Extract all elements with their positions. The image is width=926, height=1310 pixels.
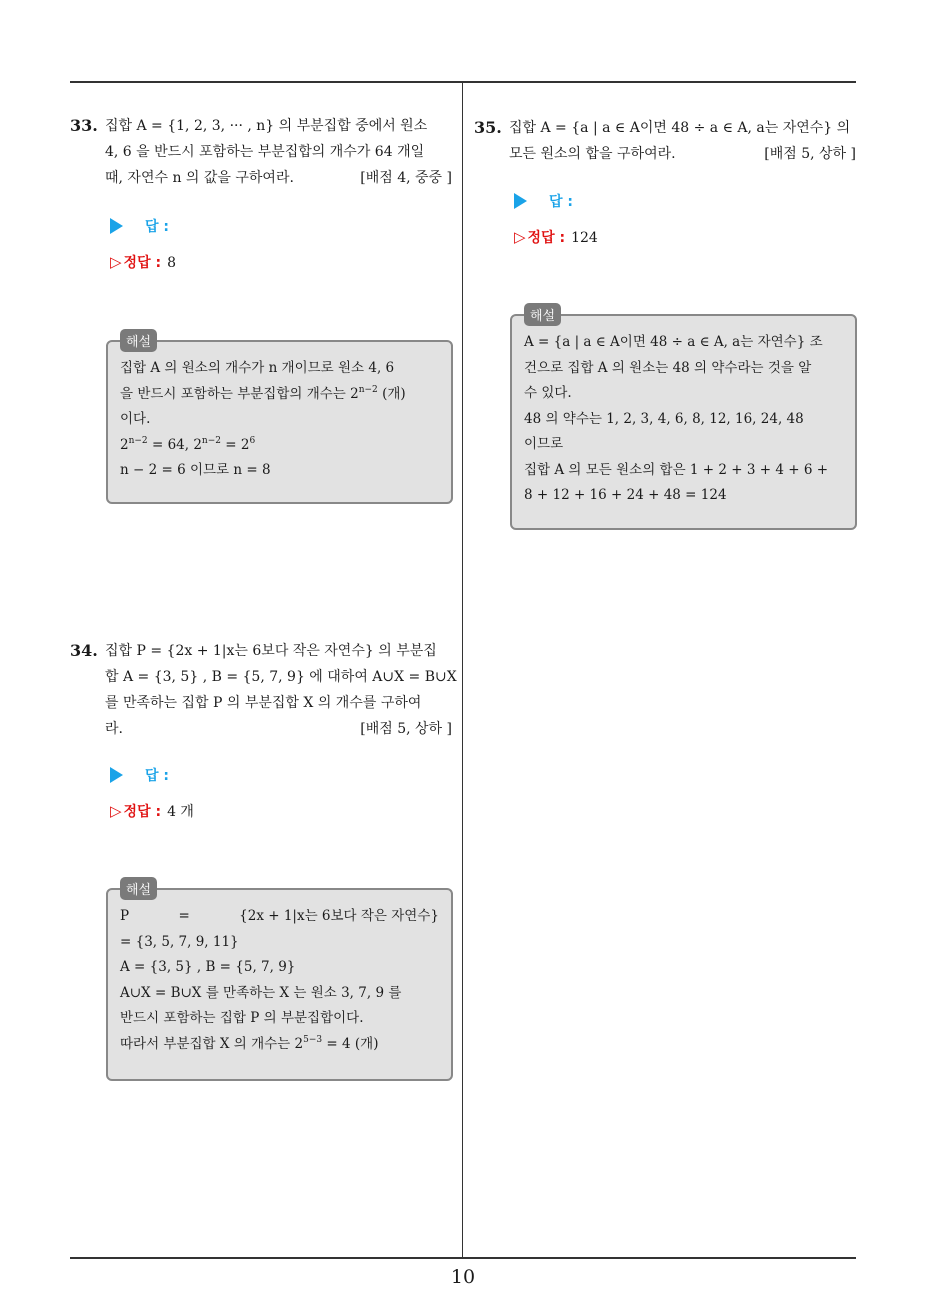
solution-line: n − 2 = 6 이므로 n = 8 [120,462,271,478]
solution-line: 이다. [120,411,151,427]
solution-line [120,904,439,930]
statement-line: 집합 A = {1, 2, 3, ··· , n} 의 부분집합 중에서 원소 [105,118,428,134]
problem-35 [474,115,856,167]
solution-line: = {3, 5, 7, 9, 11} [120,933,239,950]
statement-line: 를 만족하는 집합 P 의 부분집합 X 의 개수를 구하여 [105,695,422,711]
solution-text: = [178,908,190,924]
solution-box [510,309,857,530]
outline-triangle-icon: ▷ [110,802,122,820]
answer-label: 답 : [145,768,169,784]
statement-line: 때, 자연수 n 의 값을 구하여라. [105,170,294,186]
statement-line: 집합 A = {a | a ∈ A이면 48 ÷ a ∈ A, a는 자연수} 의 [509,120,851,136]
solution-box [106,883,453,1081]
solution-text: = 4 (개) [322,1035,379,1052]
answer-row [514,191,573,211]
key-value: 124 [571,230,598,246]
solution-line: 반드시 포함하는 집합 P 의 부분집합이다. [120,1010,364,1026]
solution-line: A∪X = B∪X 를 만족하는 X 는 원소 3, 7, 9 를 [120,984,402,1001]
statement-line: 4, 6 을 반드시 포함하는 부분집합의 개수가 64 개일 [105,144,425,160]
exponent: n−2 [201,435,221,446]
statement-line: 합 A = {3, 5} , B = {5, 7, 9} 에 대하여 A∪X = B∪X [105,669,457,685]
solution-text: = 64, 2 [147,436,202,453]
solution-text: (개) [377,385,406,402]
exponent: n−2 [128,435,148,446]
play-triangle-icon [110,218,123,234]
solution-line: 8 + 12 + 16 + 24 + 48 = 124 [524,487,727,503]
key-row [514,227,598,247]
top-rule [70,81,856,83]
statement-line: 라. [105,721,123,737]
solution-text: {2x + 1|x는 6보다 작은 자연수} [239,908,439,924]
solution-line: 48 의 약수는 1, 2, 3, 4, 6, 8, 12, 16, 24, 48 [524,410,804,427]
solution-line: A = {a | a ∈ A이면 48 ÷ a ∈ A, a는 자연수} 조 [524,334,823,350]
page-number: 10 [450,1266,476,1288]
score-label: [배점 5, 상하 ] [764,146,856,162]
outline-triangle-icon: ▷ [110,253,122,271]
problem-number: 35. [474,118,502,137]
solution-tag: 해설 [524,303,561,326]
solution-text: P [120,908,130,924]
key-value: 4 개 [167,804,194,820]
problem-statement [474,115,856,167]
solution-text: = 2 [221,436,250,453]
statement-line: 집합 P = {2x + 1|x는 6보다 작은 자연수} 의 부분집 [105,643,437,659]
solution-line: 집합 A 의 모든 원소의 합은 1 + 2 + 3 + 4 + 6 + [524,461,829,478]
key-label: 정답 : [527,230,566,246]
statement-line: 모든 원소의 합을 구하여라. [509,146,676,162]
key-row [110,252,176,272]
answer-row [110,765,169,785]
problem-statement [70,638,457,742]
answer-label: 답 : [549,194,573,210]
exponent: 6 [249,435,256,446]
exponent: 5−3 [303,1034,323,1045]
score-label: [배점 5, 상하 ] [360,721,452,737]
solution-line [120,382,439,408]
column-divider [462,83,463,1257]
play-triangle-icon [514,193,527,209]
key-label: 정답 : [123,804,162,820]
problem-number: 34. [70,641,98,660]
outline-triangle-icon: ▷ [514,228,526,246]
solution-tag: 해설 [120,877,157,900]
answer-row [110,216,169,236]
solution-line: 집합 A 의 원소의 개수가 n 개이므로 원소 4, 6 [120,360,395,376]
solution-box [106,335,453,504]
solution-line [120,433,439,459]
solution-text: 을 반드시 포함하는 부분집합의 개수는 2 [120,385,359,402]
solution-text: 2 [120,436,129,453]
key-row [110,801,194,821]
bottom-rule [70,1257,856,1259]
solution-text: 따라서 부분집합 X 의 개수는 2 [120,1035,304,1052]
play-triangle-icon [110,767,123,783]
key-value: 8 [167,255,176,271]
solution-line: 이므로 [524,436,564,452]
solution-line: 건으로 집합 A 의 원소는 48 의 약수라는 것을 알 [524,359,812,376]
score-label: [배점 4, 중중 ] [360,170,452,186]
problem-statement [70,113,452,191]
problem-34 [70,638,457,742]
problem-33 [70,113,452,191]
solution-line: 수 있다. [524,385,572,401]
key-label: 정답 : [123,255,162,271]
solution-line: A = {3, 5} , B = {5, 7, 9} [120,959,296,975]
solution-line [120,1032,439,1058]
answer-label: 답 : [145,219,169,235]
exponent: n−2 [358,384,378,395]
solution-tag: 해설 [120,329,157,352]
problem-number: 33. [70,116,98,135]
